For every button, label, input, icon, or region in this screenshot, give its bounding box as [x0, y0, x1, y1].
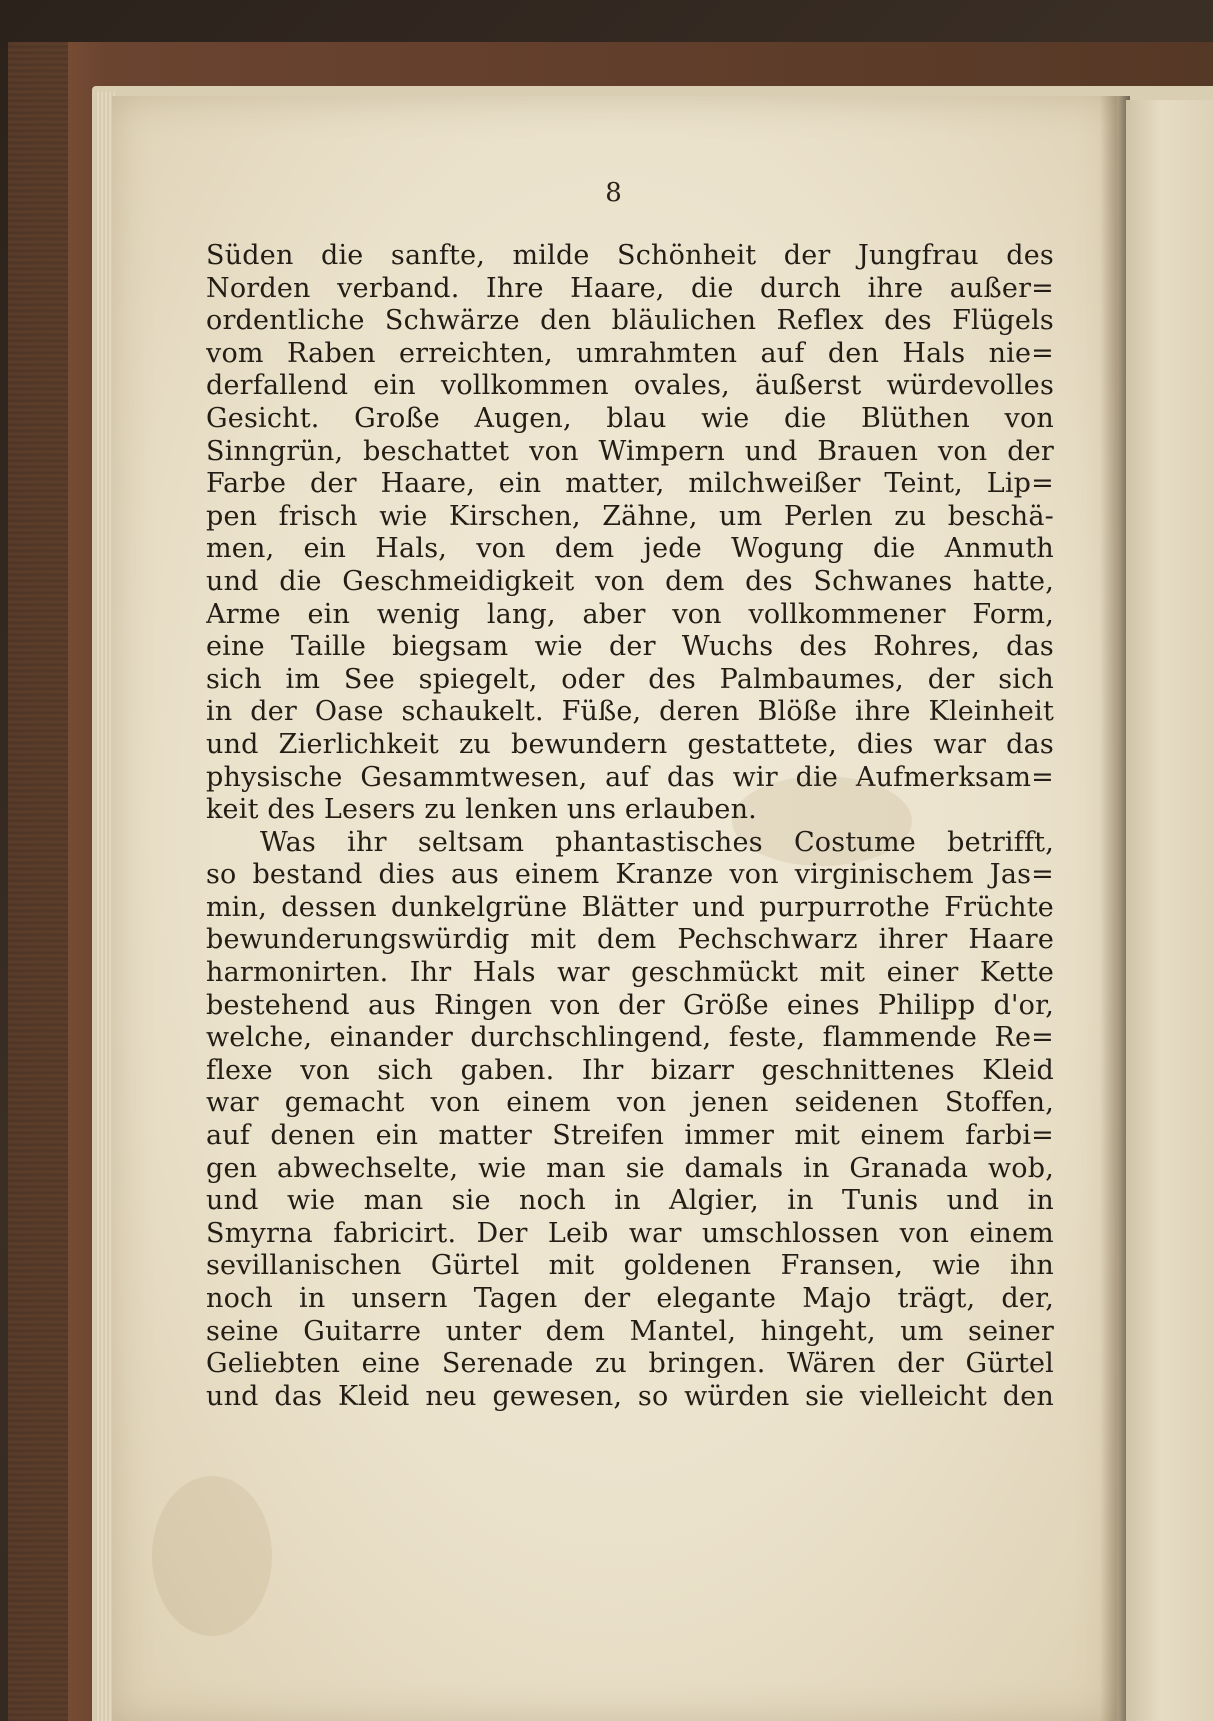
text-line: physische Gesammtwesen, auf das wir die Aufmerksam= [206, 761, 1054, 793]
text-line: eine Taille biegsam wie der Wuchs des Rohres, das [206, 631, 1054, 663]
text-line: und das Kleid neu gewesen, so würden sie vielleicht den [206, 1380, 1054, 1412]
text-line: so bestand dies aus einem Kranze von virginischem Jas= [206, 859, 1054, 891]
text-line: flexe von sich gaben. Ihr bizarr geschnittenes Kleid [206, 1054, 1054, 1086]
text-line: in der Oase schaukelt. Füße, deren Blöße ihre Kleinheit [206, 696, 1054, 728]
text-line: men, ein Hals, von dem jede Wogung die Anmuth [206, 533, 1054, 565]
text-line: Smyrna fabricirt. Der Leib war umschlossen von einem [206, 1217, 1054, 1249]
text-line: keit des Lesers zu lenken uns erlauben. [206, 794, 757, 826]
facing-page-edge [1126, 100, 1213, 1721]
text-line: und Zierlichkeit zu bewundern gestattete, dies war das [206, 728, 1054, 760]
paper-stain [152, 1476, 272, 1636]
text-line: min, dessen dunkelgrüne Blätter und purpurrothe Früchte [206, 891, 1054, 923]
text-line: Gesicht. Große Augen, blau wie die Blüthen von [206, 402, 1054, 434]
text-line: Sinngrün, beschattet von Wimpern und Brauen von der [206, 435, 1054, 467]
text-line: welche, einander durchschlingend, feste, flammende Re= [206, 1022, 1054, 1054]
text-line: Farbe der Haare, ein matter, milchweißer Teint, Lip= [206, 468, 1054, 500]
text-line: ordentliche Schwärze den bläulichen Reflex des Flügels [206, 305, 1054, 337]
page-text [206, 240, 1054, 1413]
text-line: sevillanischen Gürtel mit goldenen Fransen, wie ihn [206, 1250, 1054, 1282]
text-line: Was ihr seltsam phantastisches Costume betrifft, [260, 826, 1054, 858]
text-line: bewunderungswürdig mit dem Pechschwarz ihrer Haare [206, 924, 1054, 956]
text-line: seine Guitarre unter dem Mantel, hingeht, um seiner [206, 1315, 1054, 1347]
text-line: sich im See spiegelt, oder des Palmbaumes, der sich [206, 663, 1054, 695]
text-line: pen frisch wie Kirschen, Zähne, um Perlen zu beschä- [206, 500, 1054, 532]
text-line: derfallend ein vollkommen ovales, äußerst würdevolles [206, 370, 1054, 402]
text-line: harmonirten. Ihr Hals war geschmückt mit einer Kette [206, 957, 1054, 989]
text-line: und die Geschmeidigkeit von dem des Schwanes hatte, [206, 565, 1054, 597]
text-line: vom Raben erreichten, umrahmten auf den Hals nie= [206, 337, 1054, 369]
text-line: war gemacht von einem von jenen seidenen Stoffen, [206, 1087, 1054, 1119]
text-line: Norden verband. Ihre Haare, die durch ihre außer= [206, 272, 1054, 304]
text-line: Süden die sanfte, milde Schönheit der Jungfrau des [206, 240, 1054, 271]
cover-spine-edge [8, 42, 68, 1721]
text-line: Geliebten eine Serenade zu bringen. Wären der Gürtel [206, 1348, 1054, 1380]
text-line: bestehend aus Ringen von der Größe eines Philipp d'or, [206, 989, 1054, 1021]
text-line: noch in unsern Tagen der elegante Majo trägt, der, [206, 1283, 1054, 1314]
text-line: auf denen ein matter Streifen immer mit einem farbi= [206, 1120, 1054, 1152]
text-line: gen abwechselte, wie man sie damals in Granada wob, [206, 1152, 1054, 1184]
page-number: 8 [605, 178, 622, 208]
text-line: Arme ein wenig lang, aber von vollkommener Form, [206, 598, 1054, 630]
text-line: und wie man sie noch in Algier, in Tunis und in [206, 1185, 1054, 1217]
